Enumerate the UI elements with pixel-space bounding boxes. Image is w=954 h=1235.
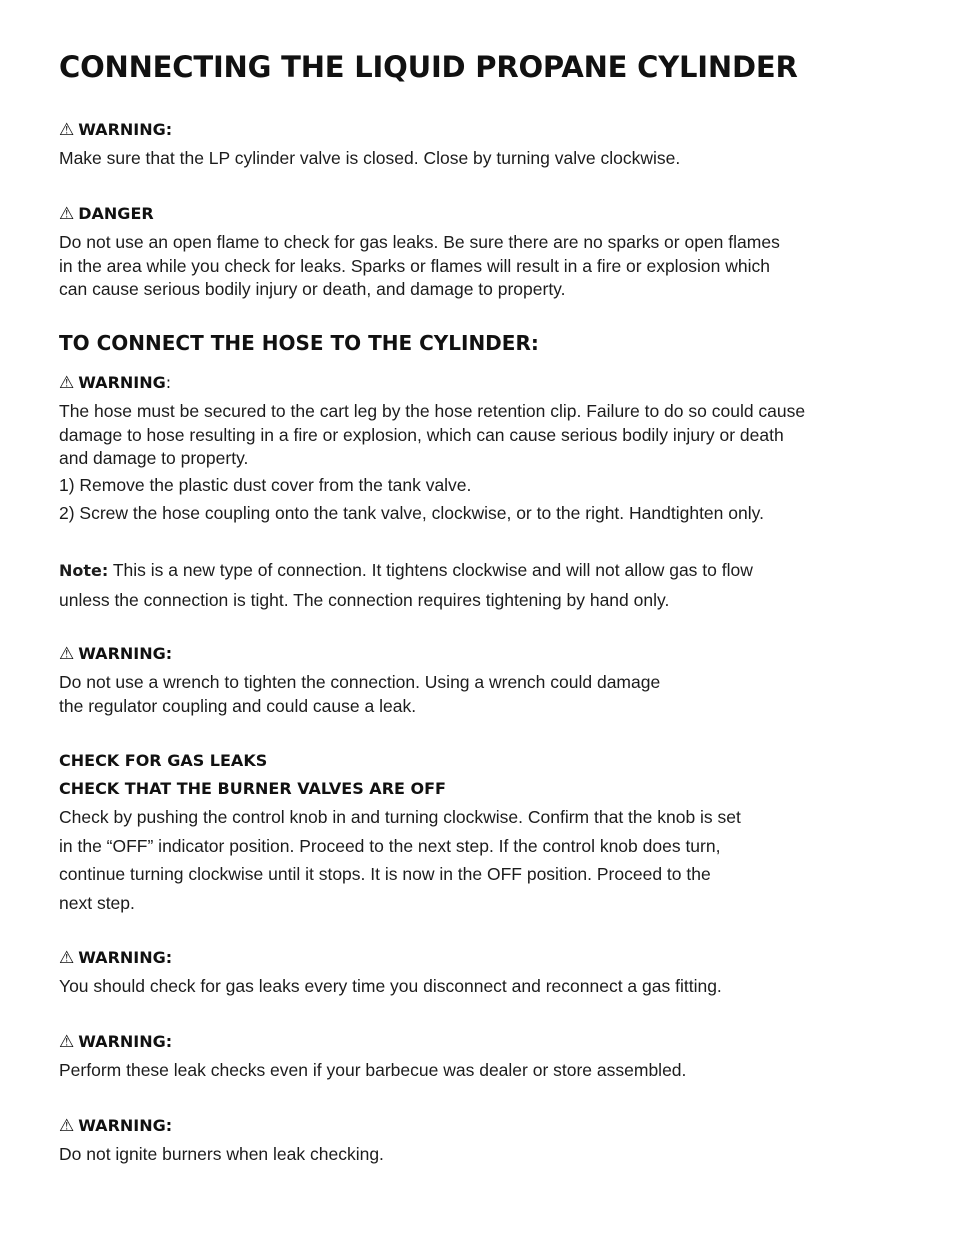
- warning-triangle-icon: ⚠: [59, 373, 75, 393]
- text-line: Do not use a wrench to tighten the connection. Using a wrench could damage: [59, 672, 661, 692]
- warning-label: [59, 1116, 172, 1136]
- text-line: Perform these leak checks even if your barbecue was dealer or store assembled.: [59, 1060, 687, 1080]
- text-line: You should check for gas leaks every time you disconnect and reconnect a gas fitting.: [59, 976, 722, 996]
- warning-text: [59, 1059, 686, 1083]
- text-line: Do not use an open flame to check for gas leaks. Be sure there are no sparks or open flames: [59, 232, 780, 252]
- text-line: [59, 556, 753, 586]
- warning-label-text: WARNING:: [78, 1032, 173, 1051]
- section-heading-gas-leaks: CHECK FOR GAS LEAKS: [59, 751, 268, 770]
- danger-text: [59, 231, 780, 302]
- warning-label: [59, 948, 172, 968]
- note-paragraph: [59, 556, 753, 614]
- warning-label-text: WARNING:: [78, 948, 173, 967]
- text-line: Check by pushing the control knob in and turning clockwise. Confirm that the knob is set: [59, 807, 741, 827]
- text-line: Make sure that the LP cylinder valve is closed. Close by turning valve clockwise.: [59, 148, 681, 168]
- hose-warning-text: [59, 400, 805, 471]
- warning-label: [59, 373, 171, 393]
- note-label: Note:: [59, 561, 109, 580]
- warning-label: [59, 1032, 172, 1052]
- danger-label: [59, 204, 154, 224]
- text-line: in the area while you check for leaks. Sparks or flames will result in a fire or explosion which: [59, 255, 771, 276]
- warning-text: [59, 671, 660, 718]
- step-2: 2) Screw the hose coupling onto the tank valve, clockwise, or to the right. Handtighten only.: [59, 503, 764, 523]
- text-line: next step.: [59, 892, 135, 913]
- warning-triangle-icon: ⚠: [59, 120, 75, 140]
- note-text: This is a new type of connection. It tightens clockwise and will not allow gas to flow: [108, 560, 753, 580]
- warning-triangle-icon: ⚠: [59, 1116, 75, 1136]
- warning-triangle-icon: ⚠: [59, 644, 75, 664]
- warning-text: [59, 147, 680, 171]
- warning-label-text: WARNING: [78, 373, 166, 392]
- text-line: continue turning clockwise until it stops. It is now in the OFF position. Proceed to the: [59, 864, 711, 884]
- warning-label-text: WARNING:: [78, 644, 173, 663]
- warning-label-text: WARNING:: [78, 120, 173, 139]
- warning-label-colon: :: [165, 373, 172, 392]
- text-line: damage to hose resulting in a fire or explosion, which can cause serious bodily injury or death: [59, 424, 784, 445]
- text-line: The hose must be secured to the cart leg by the hose retention clip. Failure to do so could cause: [59, 401, 806, 421]
- section-heading-burner-valves: CHECK THAT THE BURNER VALVES ARE OFF: [59, 779, 446, 798]
- warning-triangle-icon: ⚠: [59, 204, 75, 224]
- warning-triangle-icon: ⚠: [59, 948, 75, 968]
- text-line: Do not ignite burners when leak checking.: [59, 1144, 384, 1164]
- text-line: in the “OFF” indicator position. Proceed to the next step. If the control knob does turn,: [59, 835, 721, 856]
- warning-label: [59, 120, 172, 140]
- danger-label-text: DANGER: [78, 204, 154, 223]
- burner-valves-text: [59, 803, 741, 917]
- warning-label: [59, 644, 172, 664]
- warning-text: [59, 1143, 384, 1167]
- text-line: the regulator coupling and could cause a leak.: [59, 695, 417, 716]
- warning-label-text: WARNING:: [78, 1116, 173, 1135]
- warning-text: [59, 975, 722, 999]
- page-title: CONNECTING THE LIQUID PROPANE CYLINDER: [59, 50, 798, 84]
- text-line: can cause serious bodily injury or death, and damage to property.: [59, 279, 566, 299]
- step-1: 1) Remove the plastic dust cover from the tank valve.: [59, 475, 472, 495]
- text-line: and damage to property.: [59, 448, 249, 468]
- warning-triangle-icon: ⚠: [59, 1032, 75, 1052]
- section-heading-hose: TO CONNECT THE HOSE TO THE CYLINDER:: [59, 331, 539, 355]
- text-line: unless the connection is tight. The connection requires tightening by hand only.: [59, 589, 670, 610]
